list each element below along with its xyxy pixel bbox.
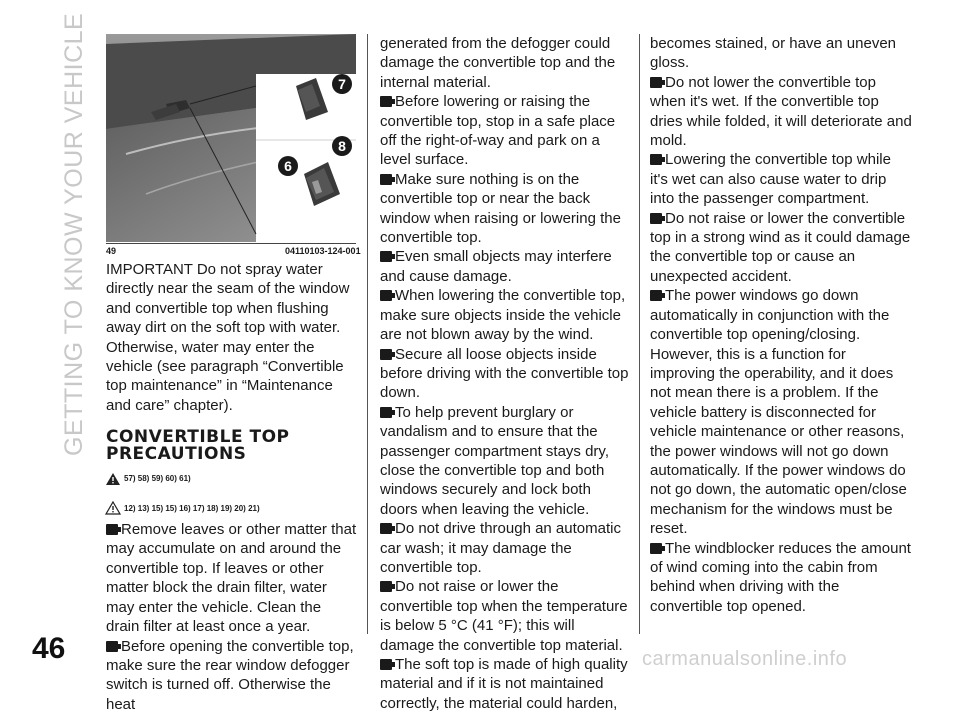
note-paragraph: Do not raise or lower the convertible top when the temperature is below 5 °C (41 °F); this will damage the convertible top material. (380, 577, 632, 655)
note-icon (380, 659, 392, 670)
note-icon (380, 96, 392, 107)
note-paragraph: Do not lower the convertible top when it's wet. If the convertible top dries while folded, it will deteriorate and mold. (650, 73, 912, 151)
convertible-top-figure (106, 34, 356, 242)
note-paragraph: Do not raise or lower the convertible top in a strong wind as it could damage the convertible top or cause an unexpected accident. (650, 209, 912, 287)
note-paragraph: To help prevent burglary or vandalism and to ensure that the passenger compartment stays dry, close the convertible top and both windows securely and lock both doors when leaving the vehicle. (380, 403, 632, 519)
note-paragraph: When lowering the convertible top, make sure objects inside the vehicle are not blown away by the wind. (380, 286, 632, 344)
note-paragraph: The soft top is made of high quality material and if it is not maintained correctly, the material could harden, (380, 655, 632, 713)
column-3 (650, 34, 912, 616)
note-icon (650, 213, 662, 224)
cautions-reference (106, 499, 358, 518)
note-icon (380, 174, 392, 185)
note-icon (106, 641, 118, 652)
continued-paragraph: becomes stained, or have an uneven gloss. (650, 34, 912, 73)
note-icon (380, 349, 392, 360)
note-icon (650, 543, 662, 554)
warning-triangle-icon (106, 473, 120, 485)
note-paragraph: Secure all loose objects inside before driving with the convertible top down. (380, 345, 632, 403)
figure-caption-rule (106, 243, 356, 244)
page-number: 46 (32, 632, 65, 666)
note-paragraph: The windblocker reduces the amount of wind coming into the cabin from behind when driving with the convertible top opened. (650, 539, 912, 617)
note-paragraph: Before opening the convertible top, make sure the rear window defogger switch is turned off. Otherwise the heat (106, 637, 358, 714)
warnings-reference (106, 469, 358, 488)
note-paragraph: Before lowering or raising the convertible top, stop in a safe place off the right-of-way and park on a level surface. (380, 92, 632, 170)
svg-text:6: 6 (284, 158, 292, 174)
cautions-reference-text: 12) 13) 15) 15) 16) 17) 18) 19) 20) 21) (124, 499, 260, 518)
note-icon (380, 407, 392, 418)
column-1 (106, 260, 358, 714)
note-paragraph: Remove leaves or other matter that may accumulate on and around the convertible top. If leaves or other matter block the drain filter, water may enter the vehicle. Clean the drain filter at least once a year. (106, 520, 358, 636)
note-icon (380, 290, 392, 301)
column-divider (639, 34, 640, 634)
note-paragraph: The power windows go down automatically in conjunction with the convertible top opening/closing. However, this is a function for improving the operability, and it does not mean there is a problem. If the vehicle battery is disconnected for vehicle maintenance or other reasons, the power windows will not go down automatically. If the power windows do not go down, the automatic open/close mechanism for the windows must be reset. (650, 286, 912, 538)
note-paragraph: Make sure nothing is on the convertible top or near the back window when raising or lowering the convertible top. (380, 170, 632, 248)
note-icon (380, 251, 392, 262)
important-paragraph: IMPORTANT Do not spray water directly near the seam of the window and convertible top when flushing away dirt on the soft top with water. Otherwise, water may enter the vehicle (see paragraph “Convertible top maintenance” in “Maintenance and care” chapter). (106, 260, 358, 415)
note-icon (650, 154, 662, 165)
note-icon (380, 523, 392, 534)
note-icon (650, 77, 662, 88)
warnings-reference-text: 57) 58) 59) 60) 61) (124, 469, 191, 488)
section-side-title: GETTING TO KNOW YOUR VEHICLE (60, 16, 90, 456)
note-icon (380, 581, 392, 592)
svg-text:8: 8 (338, 138, 346, 154)
watermark: carmanualsonline.info (642, 648, 847, 671)
caution-triangle-icon (106, 502, 120, 514)
note-icon (106, 524, 118, 535)
column-2 (380, 34, 632, 713)
svg-text:7: 7 (338, 76, 346, 92)
column-divider (367, 34, 368, 634)
note-paragraph: Lowering the convertible top while it's wet can also cause water to drip into the passenger compartment. (650, 150, 912, 208)
figure-code: 04110103-124-001 (285, 246, 361, 256)
callout-8 (332, 136, 352, 156)
figure-number: 49 (106, 246, 116, 256)
continued-paragraph: generated from the defogger could damage the convertible top and the internal material. (380, 34, 632, 92)
note-icon (650, 290, 662, 301)
note-paragraph: Even small objects may interfere and cause damage. (380, 247, 632, 286)
section-heading: CONVERTIBLE TOP PRECAUTIONS (106, 429, 358, 463)
callout-7 (332, 74, 352, 94)
callout-6 (278, 156, 298, 176)
note-paragraph: Do not drive through an automatic car wash; it may damage the convertible top. (380, 519, 632, 577)
